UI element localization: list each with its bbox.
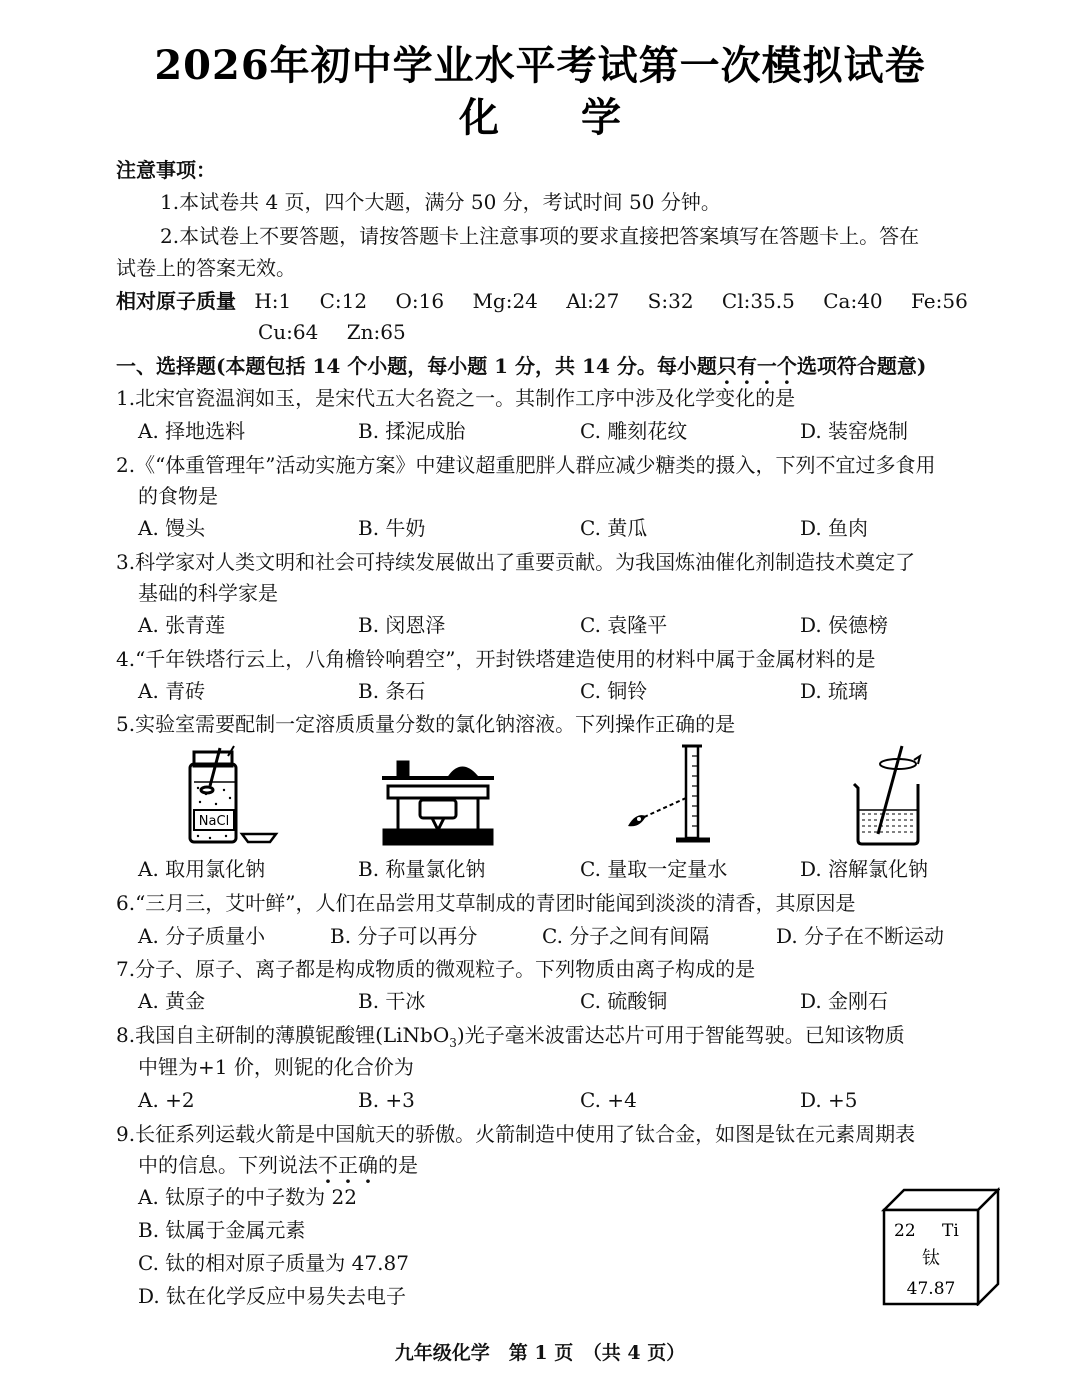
q7-option-c: C. 硫酸铜: [580, 989, 668, 1013]
mass-item: H:1: [254, 289, 292, 313]
emphasis-char: 确: [358, 1153, 378, 1177]
q8-option-d: D. +5: [800, 1088, 858, 1112]
q1-option-a: A. 择地选料: [138, 419, 246, 443]
q7-option-a: A. 黄金: [138, 989, 206, 1013]
q1-stem: 1.北宋官瓷温润如玉，是宋代五大名瓷之一。其制作工序中涉及化学变化的是: [116, 386, 796, 410]
q8-option-b: B. +3: [358, 1088, 415, 1112]
q8-stem-line1: [116, 1021, 905, 1057]
q4-option-a: A. 青砖: [138, 679, 206, 703]
note-2-line1: 2.本试卷上不要答题，请按答题卡上注意事项的要求直接把答案填写在答题卡上。答在: [160, 224, 920, 248]
emphasis-char: 有: [736, 354, 757, 378]
balance-scale-icon: [382, 762, 494, 844]
element-symbol: Ti: [942, 1221, 959, 1241]
element-mass: 47.87: [906, 1279, 956, 1299]
q3-option-b: B. 闵恩泽: [358, 613, 446, 637]
q9-option-a: A. 钛原子的中子数为 22: [138, 1185, 357, 1209]
atomic-mass-row2: [258, 318, 428, 346]
section1-heading-post: 选项符合题意): [796, 354, 927, 378]
emphasis-char: 正: [338, 1153, 358, 1177]
q4-option-c: C. 铜铃: [580, 679, 648, 703]
q8-option-c: C. +4: [580, 1088, 637, 1112]
q2-stem-line2: 的食物是: [138, 484, 218, 508]
q4-stem: 4.“千年铁塔行云上，八角檐铃响碧空”，开封铁塔建造使用的材料中属于金属材料的是: [116, 647, 876, 671]
q9-stem-post: 的是: [378, 1153, 418, 1177]
mass-item: Mg:24: [472, 289, 538, 313]
q6-option-a: A. 分子质量小: [138, 924, 266, 948]
q8-stem-post: )光子毫米波雷达芯片可用于智能驾驶。已知该物质: [456, 1023, 905, 1047]
emphasis-char: 只: [716, 354, 737, 378]
q2-option-b: B. 牛奶: [358, 516, 426, 540]
balance-scale-figure: [378, 756, 498, 848]
measuring-cylinder-icon: [642, 746, 710, 840]
q3-option-d: D. 侯德榜: [800, 613, 889, 637]
notes-heading: 注意事项：: [116, 158, 216, 182]
bottle-speckles: [197, 787, 231, 839]
q4-option-b: B. 条石: [358, 679, 426, 703]
page-footer: 九年级化学 第 1 页 （共 4 页）: [394, 1342, 686, 1364]
q3-option-a: A. 张青莲: [138, 613, 226, 637]
note-1: 1.本试卷共 4 页，四个大题，满分 50 分，考试时间 50 分钟。: [160, 190, 721, 214]
q5-option-a: A. 取用氯化钠: [138, 857, 266, 881]
q2-option-c: C. 黄瓜: [580, 516, 648, 540]
q1-option-c: C. 雕刻花纹: [580, 419, 688, 443]
q9-option-b: B. 钛属于金属元素: [138, 1218, 306, 1242]
q9-option-c: C. 钛的相对原子质量为 47.87: [138, 1251, 409, 1275]
exam-title: 2026年初中学业水平考试第一次模拟试卷: [154, 42, 926, 89]
emphasis-char: 不: [318, 1153, 338, 1177]
mass-item: C:12: [319, 289, 368, 313]
section1-heading-pre: 一、选择题(本题包括 14 个小题，每小题 1 分，共 14 分。每小题: [116, 354, 717, 378]
atomic-mass-label: 相对原子质量: [116, 289, 236, 313]
section1-heading: [116, 352, 926, 380]
element-name: 钛: [922, 1248, 940, 1269]
q8-stem-pre: 8.我国自主研制的薄膜铌酸锂(LiNbO: [116, 1023, 450, 1047]
q4-option-d: D. 琉璃: [800, 679, 869, 703]
mass-item: Zn:65: [346, 320, 406, 344]
q9-stem-line2: [138, 1151, 418, 1179]
q7-option-d: D. 金刚石: [800, 989, 889, 1013]
q3-option-c: C. 袁隆平: [580, 613, 668, 637]
element-card-titanium: [880, 1186, 1000, 1306]
q6-stem: 6.“三月三，艾叶鲜”，人们在品尝用艾草制成的青团时能闻到淡淡的清香，其原因是: [116, 891, 856, 915]
q6-option-d: D. 分子在不断运动: [776, 924, 945, 948]
beaker-figure: [848, 744, 932, 848]
q9-option-d: D. 钛在化学反应中易失去电子: [138, 1284, 407, 1308]
q7-option-b: B. 干冰: [358, 989, 426, 1013]
q3-stem-line1: 3.科学家对人类文明和社会可持续发展做出了重要贡献。为我国炼油催化剂制造技术奠定了: [116, 550, 916, 574]
subject-title: 化 学: [459, 94, 655, 141]
q9-stem-line1: 9.长征系列运载火箭是中国航天的骄傲。火箭制造中使用了钛合金，如图是钛在元素周期表: [116, 1122, 916, 1146]
q6-option-b: B. 分子可以再分: [330, 924, 478, 948]
q2-option-a: A. 馒头: [138, 516, 206, 540]
q1-option-b: B. 揉泥成胎: [358, 419, 466, 443]
q2-option-d: D. 鱼肉: [800, 516, 869, 540]
q2-stem-line1: 2.《“体重管理年”活动实施方案》中建议超重肥胖人群应减少糖类的摄入，下列不宜过多食用: [116, 453, 936, 477]
mass-item: S:32: [647, 289, 694, 313]
q5-stem: 5.实验室需要配制一定溶质质量分数的氯化钠溶液。下列操作正确的是: [116, 712, 736, 736]
q5-option-b: B. 称量氯化钠: [358, 857, 486, 881]
measuring-cylinder-figure: [626, 742, 726, 850]
mass-item: Cu:64: [258, 320, 319, 344]
mass-item: Cl:35.5: [721, 289, 795, 313]
q1-option-d: D. 装窑烧制: [800, 419, 909, 443]
note-2-line2: 试卷上的答案无效。: [116, 256, 296, 280]
mass-item: O:16: [395, 289, 445, 313]
q9-stem-pre: 中的信息。下列说法: [138, 1153, 318, 1177]
q7-stem: 7.分子、原子、离子都是构成物质的微观粒子。下列物质由离子构成的是: [116, 957, 756, 981]
eye-icon: [628, 815, 646, 826]
atomic-mass-row1: [116, 287, 990, 315]
mass-item: Al:27: [566, 289, 620, 313]
emphasis-char: 个: [776, 354, 797, 378]
element-atomic-number: 22: [894, 1221, 916, 1241]
mass-item: Fe:56: [911, 289, 968, 313]
q5-option-c: C. 量取一定量水: [580, 857, 728, 881]
beaker-icon: [854, 746, 920, 844]
q6-option-c: C. 分子之间有间隔: [542, 924, 710, 948]
q3-stem-line2: 基础的科学家是: [138, 581, 278, 605]
bottle-label: NaCl: [198, 814, 230, 829]
emphasis-char: 一: [756, 354, 777, 378]
mass-item: Ca:40: [823, 289, 883, 313]
reagent-bottle-figure: [180, 742, 280, 850]
q8-stem-line2: 中锂为+1 价，则铌的化合价为: [138, 1055, 414, 1079]
q8-formula-subscript: 3: [449, 1036, 457, 1050]
q8-option-a: A. +2: [138, 1088, 195, 1112]
q5-option-d: D. 溶解氯化钠: [800, 857, 929, 881]
